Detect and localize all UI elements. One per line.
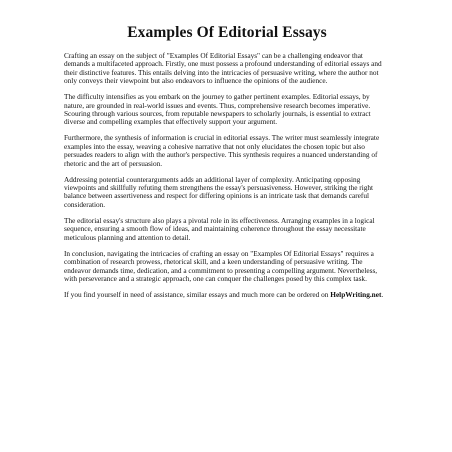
- paragraph-5: The editorial essay's structure also plays a pivotal role in its effectiveness. Arranging examples in a logical sequence, ensuring a smooth flow of ideas, and maintaining coherence throughout the essay necessitate meticulous planning and attention to detail.: [64, 215, 375, 242]
- paragraph-2: The difficulty intensifies as you embark on the journey to gather pertinent examples. Editorial essays, by nature, are grounded in real-world issues and events. Thus, comprehensive research becomes imperative. Scouring through various sources, from reputable newspapers to scholarly journals, is essential to extract diverse and compelling examples that effectively support your argument.: [64, 92, 371, 127]
- paragraph-1: Crafting an essay on the subject of "Examples Of Editorial Essays" can be a challenging endeavor that demands a multifaceted approach. Firstly, one must possess a profound understanding of editorial essays and their distinctive features. This entails delving into the intricacies of persuasive writing, where the author not only conveys their viewpoint but also endeavors to influence the opinions of the audience.: [64, 51, 382, 86]
- document-title: Examples Of Editorial Essays: [127, 24, 327, 41]
- helpwriting-link[interactable]: HelpWriting.net: [330, 289, 382, 299]
- closing-text: If you find yourself in need of assistance, similar essays and much more can be ordered on: [64, 289, 331, 299]
- paragraph-6: In conclusion, navigating the intricacies of crafting an essay on "Examples Of Editorial Essays" requires a combination of research prowess, rhetorical skill, and a keen understanding of persuasive writing. The endeavor demands time, dedication, and a commitment to presenting a compelling argument. Nevertheless, with perseverance and a strategic approach, one can conquer the challenges posed by this complex task.: [64, 248, 378, 283]
- paragraph-4: Addressing potential counterarguments adds an additional layer of complexity. Anticipating opposing viewpoints and skillfully refuting them strengthens the essay's persuasiveness. However, striking the right balance between assertiveness and respect for differing opinions is an intricate task that demands careful consideration.: [64, 174, 374, 209]
- closing-paragraph: [64, 291, 390, 299]
- paragraph-3: Furthermore, the synthesis of information is crucial in editorial essays. The writer must seamlessly integrate examples into the essay, weaving a cohesive narrative that not only elucidates the chosen topic but also persuades readers to align with the author's perspective. This synthesis requires a nuanced understanding of rhetoric and the art of persuasion.: [64, 133, 380, 168]
- closing-period: .: [381, 289, 384, 299]
